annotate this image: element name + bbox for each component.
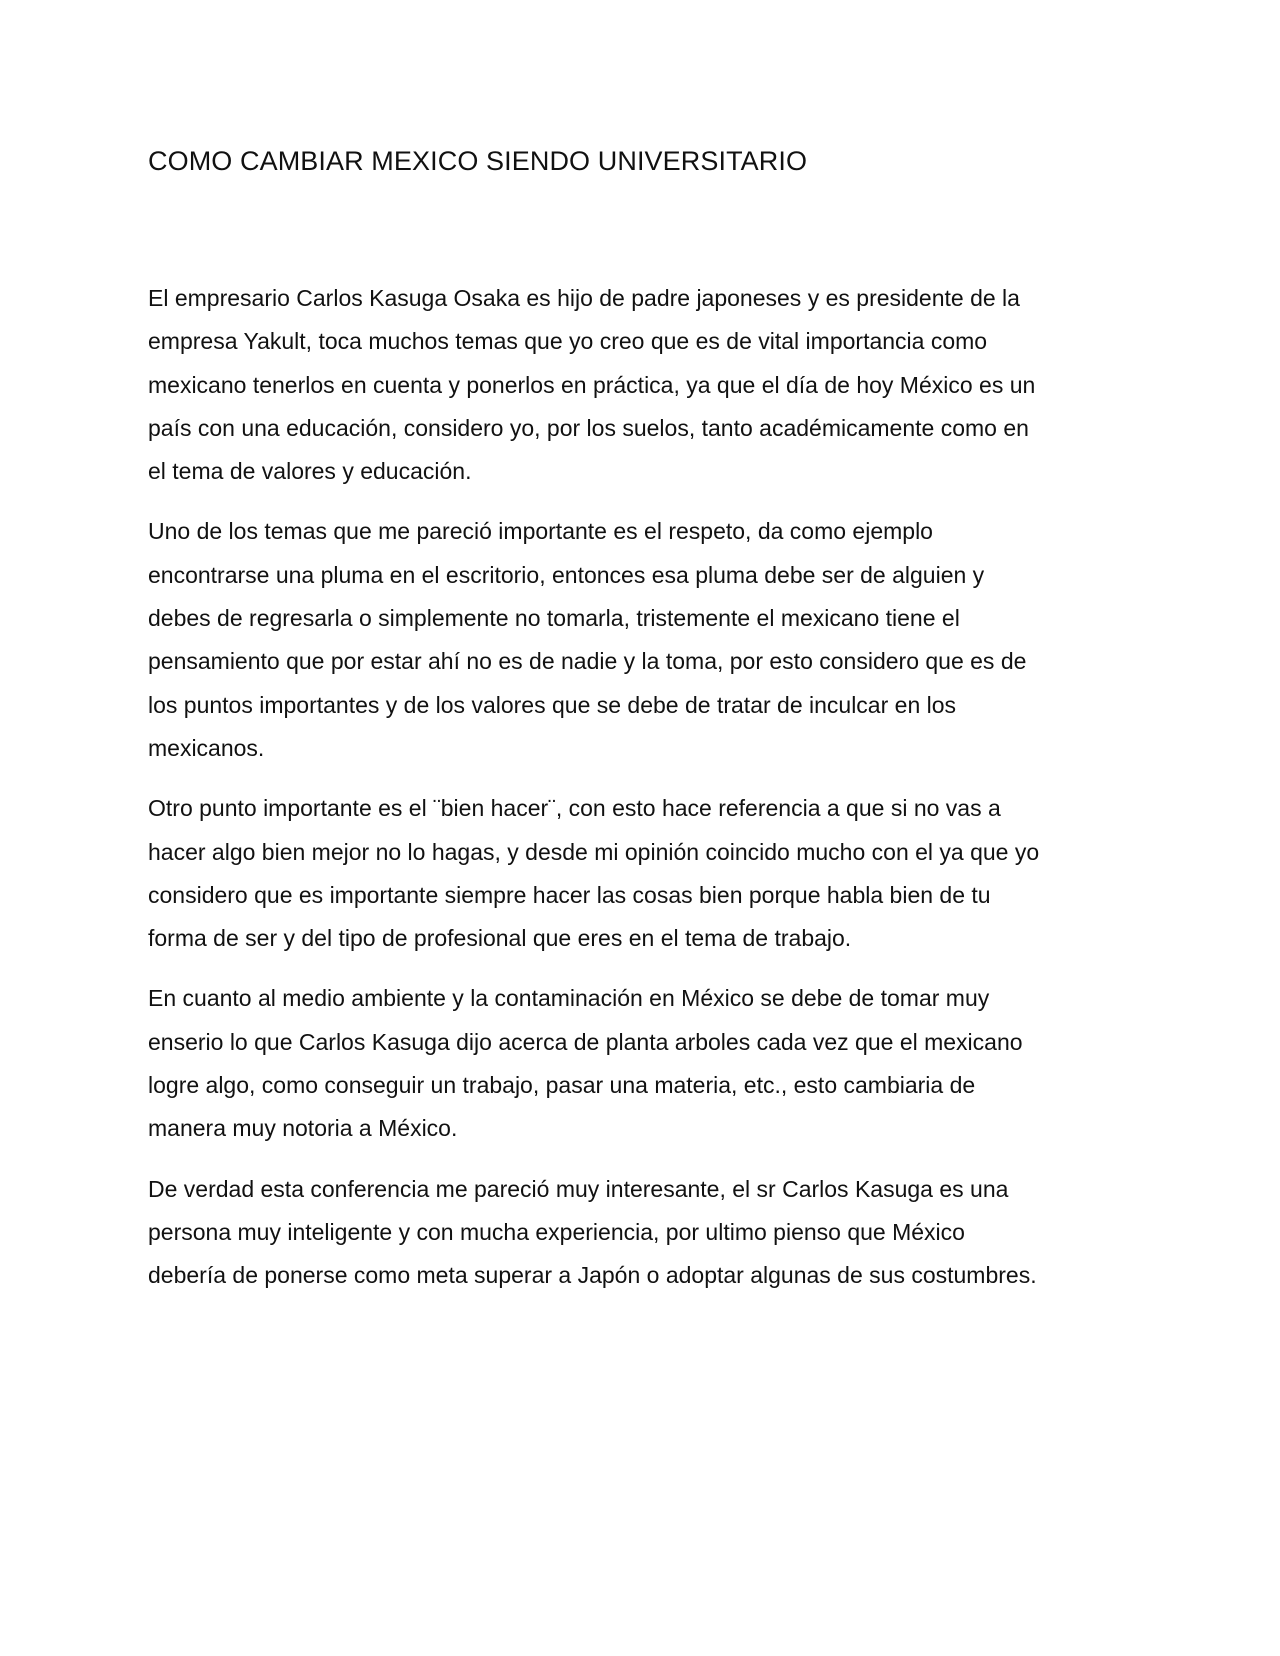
text-line: debes de regresarla o simplemente no tomarla, tristemente el mexicano tiene el: [148, 605, 960, 632]
text-line: manera muy notoria a México.: [148, 1115, 458, 1142]
text-line: forma de ser y del tipo de profesional que eres en el tema de trabajo.: [148, 925, 852, 952]
paragraph-4: [148, 977, 1133, 1150]
paragraph-3: [148, 787, 1133, 960]
text-line: mexicano tenerlos en cuenta y ponerlos en práctica, ya que el día de hoy México es un: [148, 371, 1036, 398]
paragraph-5: [148, 1168, 1133, 1298]
text-line: En cuanto al medio ambiente y la contaminación en México se debe de tomar muy: [148, 985, 990, 1012]
text-line: debería de ponerse como meta superar a Japón o adoptar algunas de sus costumbres.: [148, 1262, 1037, 1289]
text-line: mexicanos.: [148, 734, 265, 761]
text-line: los puntos importantes y de los valores que se debe de tratar de inculcar en los: [148, 691, 957, 718]
paragraph-1: [148, 277, 1133, 493]
text-line: el tema de valores y educación.: [148, 458, 472, 485]
text-line: pensamiento que por estar ahí no es de nadie y la toma, por esto considero que es de: [148, 648, 1027, 675]
text-line: encontrarse una pluma en el escritorio, entonces esa pluma debe ser de alguien y: [148, 561, 985, 588]
text-line: De verdad esta conferencia me pareció muy interesante, el sr Carlos Kasuga es una: [148, 1175, 1009, 1202]
paragraph-2: [148, 510, 1133, 770]
text-line: El empresario Carlos Kasuga Osaka es hijo de padre japoneses y es presidente de la: [148, 285, 1020, 311]
text-line: hacer algo bien mejor no lo hagas, y desde mi opinión coincido mucho con el ya que yo: [148, 838, 1040, 865]
text-line: enserio lo que Carlos Kasuga dijo acerca de planta arboles cada vez que el mexicano: [148, 1028, 1023, 1055]
document-body: [148, 277, 1133, 1315]
text-line: logre algo, como conseguir un trabajo, pasar una materia, etc., esto cambiaria de: [148, 1072, 976, 1099]
text-line: Otro punto importante es el ¨bien hacer¨, con esto hace referencia a que si no vas a: [148, 795, 1001, 822]
text-line: país con una educación, considero yo, por los suelos, tanto académicamente como en: [148, 414, 1029, 441]
text-line: empresa Yakult, toca muchos temas que yo creo que es de vital importancia como: [148, 328, 988, 355]
text-line: considero que es importante siempre hacer las cosas bien porque habla bien de tu: [148, 881, 991, 908]
text-line: Uno de los temas que me pareció importante es el respeto, da como ejemplo: [148, 518, 933, 545]
text-line: persona muy inteligente y con mucha experiencia, por ultimo pienso que México: [148, 1218, 965, 1245]
document-title: COMO CAMBIAR MEXICO SIENDO UNIVERSITARIO: [148, 146, 808, 176]
